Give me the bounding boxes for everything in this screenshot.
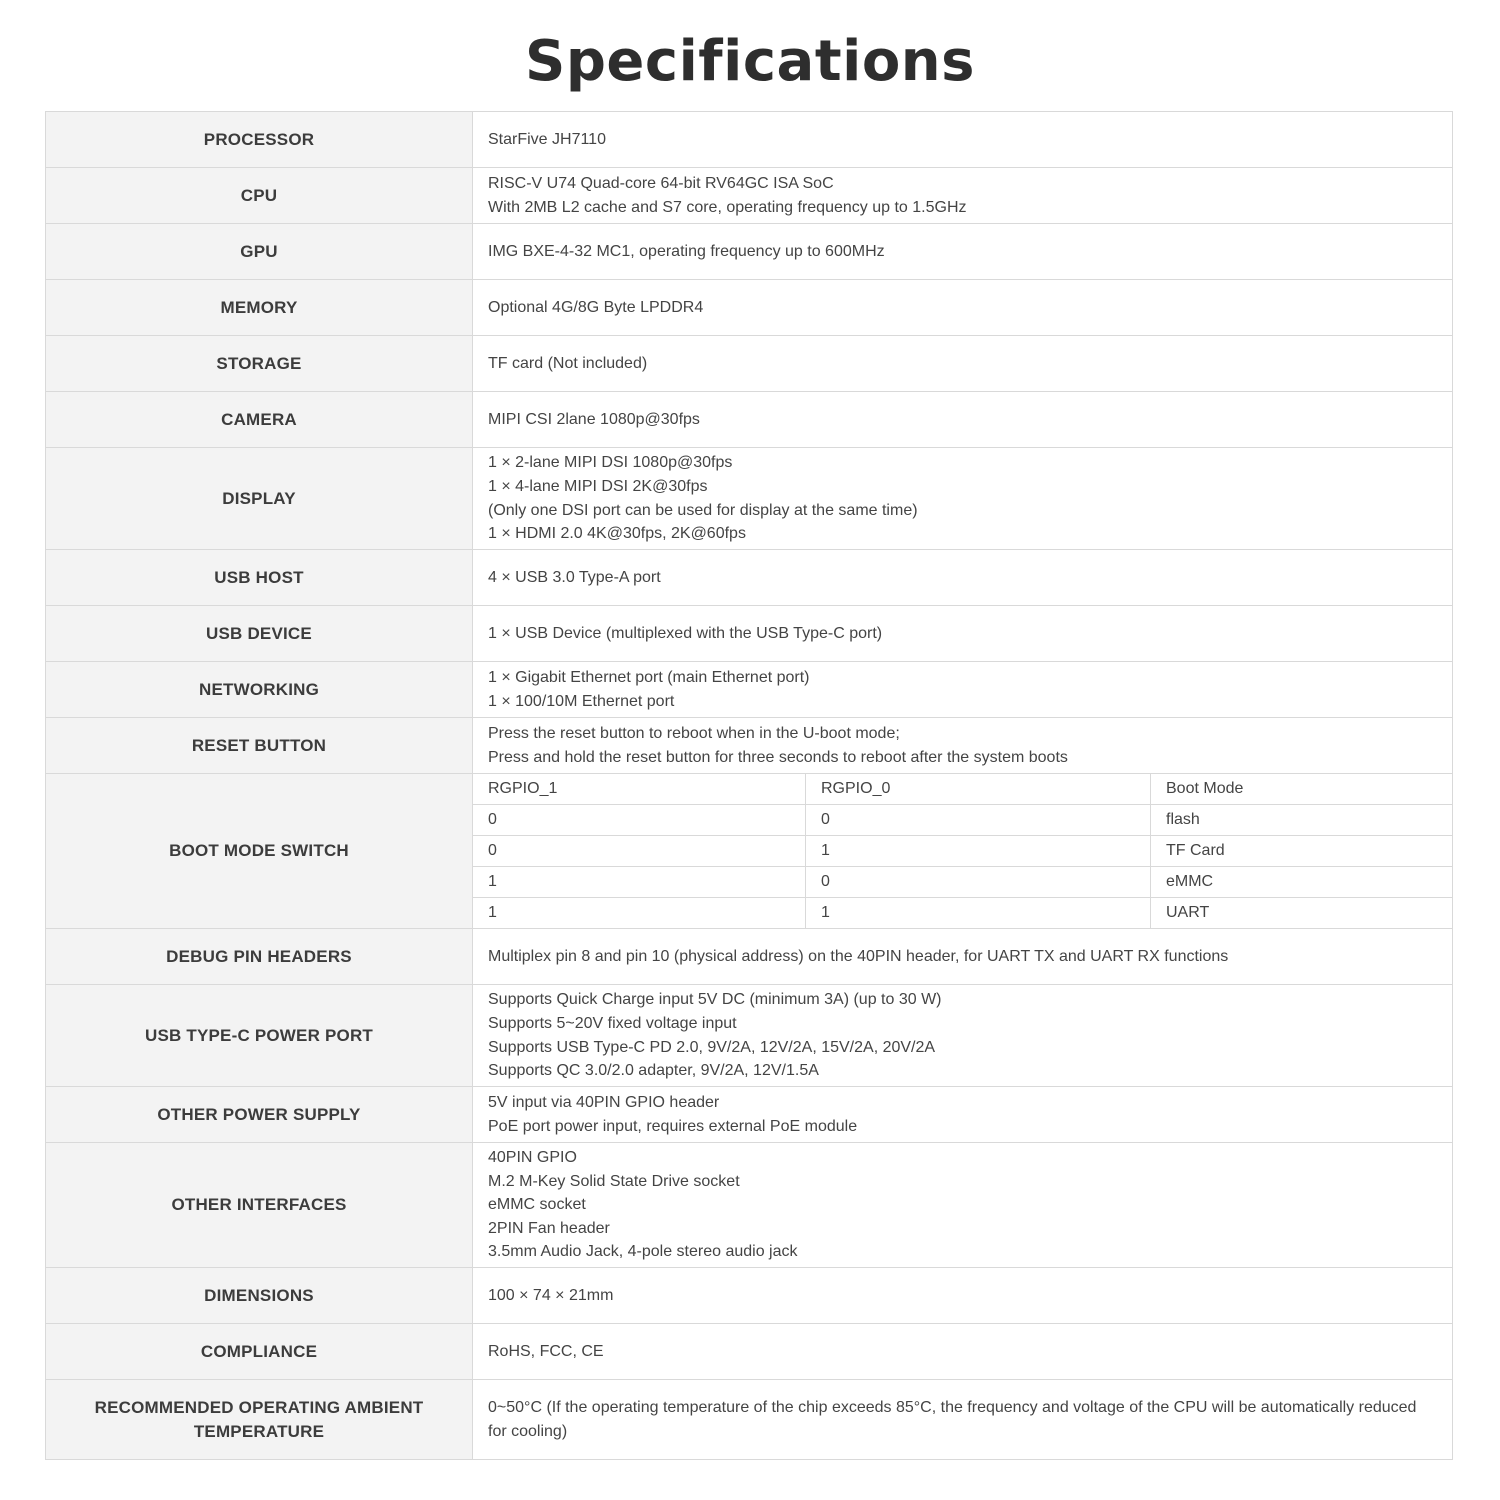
spec-value: [473, 336, 1453, 392]
spec-label-text: USB TYPE-C POWER PORT: [144, 1025, 374, 1045]
spec-value-line: TF card (Not included): [488, 354, 648, 372]
specifications-table: [45, 111, 1453, 1460]
spec-label: [46, 718, 473, 774]
spec-row-storage: [46, 336, 1453, 392]
boot-mode-row: [473, 836, 1452, 867]
spec-value: [473, 280, 1453, 336]
spec-label: [46, 550, 473, 606]
spec-label-text: CPU: [240, 185, 278, 205]
spec-value: [473, 662, 1453, 718]
spec-value-line: 1 × USB Device (multiplexed with the USB Type-C port): [488, 624, 883, 642]
boot-mode-cell: TF Card: [1151, 836, 1453, 867]
spec-value-line: Multiplex pin 8 and pin 10 (physical address) on the 40PIN header, for UART TX and UART RX functions: [488, 947, 1229, 965]
spec-value: [473, 718, 1453, 774]
spec-row-gpu: [46, 224, 1453, 280]
spec-label: [46, 606, 473, 662]
spec-value: [473, 1380, 1453, 1460]
spec-label-text: OTHER INTERFACES: [171, 1195, 347, 1214]
boot-mode-cell: 1: [806, 836, 1151, 867]
spec-value-line: 100 × 74 × 21mm: [488, 1286, 614, 1304]
spec-value-line: 0~50°C (If the operating temperature of the chip exceeds 85°C, the frequency and voltage of the CPU will be automatically reduced for cooling): [488, 1398, 1417, 1440]
spec-value-line: 1 × Gigabit Ethernet port (main Ethernet port): [488, 668, 810, 686]
spec-label-text: STORAGE: [216, 353, 302, 373]
spec-label: [46, 1380, 473, 1460]
spec-label: [46, 662, 473, 718]
spec-label-text: NETWORKING: [198, 679, 320, 699]
spec-label-text: COMPLIANCE: [200, 1341, 318, 1361]
spec-label-text: MEMORY: [220, 297, 298, 317]
spec-value-line: 40PIN GPIO: [488, 1149, 577, 1167]
spec-label: [46, 392, 473, 448]
spec-value-line: 1 × 2-lane MIPI DSI 1080p@30fps: [488, 454, 733, 472]
spec-row-camera: [46, 392, 1453, 448]
spec-row-compliance: [46, 1324, 1453, 1380]
spec-value-line: (Only one DSI port can be used for display at the same time): [488, 501, 918, 519]
spec-label-text: RESET BUTTON: [191, 735, 327, 755]
spec-label-text: BOOT MODE SWITCH: [169, 841, 349, 860]
boot-mode-header-cell: RGPIO_0: [806, 774, 1151, 805]
spec-row-dimensions: [46, 1268, 1453, 1324]
spec-label-text: RECOMMENDED OPERATING AMBIENT TEMPERATURE: [94, 1397, 424, 1441]
spec-value: [473, 112, 1453, 168]
spec-row-usb-type-c-power-port: [46, 985, 1453, 1087]
boot-mode-row: [473, 805, 1452, 836]
boot-mode-cell: eMMC: [1151, 867, 1453, 898]
spec-row-networking: [46, 662, 1453, 718]
spec-row-display: [46, 448, 1453, 550]
boot-mode-table: [473, 774, 1452, 928]
boot-mode-cell: 0: [473, 836, 806, 867]
boot-mode-cell: flash: [1151, 805, 1453, 836]
boot-mode-cell: 1: [473, 867, 806, 898]
spec-value-line: StarFive JH7110: [488, 130, 606, 148]
spec-value-line: 1 × 4-lane MIPI DSI 2K@30fps: [488, 477, 708, 495]
spec-value-line: 1 × HDMI 2.0 4K@30fps, 2K@60fps: [488, 525, 746, 543]
spec-value: [473, 929, 1453, 985]
spec-label-text: OTHER POWER SUPPLY: [157, 1104, 361, 1124]
spec-row-debug-pin-headers: [46, 929, 1453, 985]
spec-value: [473, 985, 1453, 1087]
boot-mode-cell: 1: [473, 898, 806, 929]
spec-value-line: With 2MB L2 cache and S7 core, operating frequency up to 1.5GHz: [488, 198, 967, 216]
spec-label-text: DIMENSIONS: [204, 1285, 314, 1305]
spec-value: [473, 550, 1453, 606]
spec-label-text: DEBUG PIN HEADERS: [166, 946, 352, 966]
spec-value: [473, 1087, 1453, 1143]
spec-value: [473, 168, 1453, 224]
boot-mode-table-cell: [473, 774, 1453, 929]
spec-row-processor: [46, 112, 1453, 168]
spec-label: [46, 1087, 473, 1143]
spec-label: [46, 168, 473, 224]
spec-row-usb-device: [46, 606, 1453, 662]
spec-row-boot-mode-switch: [46, 774, 1453, 929]
spec-label: [46, 448, 473, 550]
spec-value-line: 4 × USB 3.0 Type-A port: [488, 568, 661, 586]
spec-row-memory: [46, 280, 1453, 336]
spec-row-usb-host: [46, 550, 1453, 606]
spec-label: [46, 112, 473, 168]
spec-value-line: 5V input via 40PIN GPIO header: [488, 1093, 720, 1111]
spec-value-line: M.2 M-Key Solid State Drive socket: [488, 1172, 740, 1190]
boot-mode-row: [473, 867, 1452, 898]
spec-value: [473, 448, 1453, 550]
boot-mode-header-cell: RGPIO_1: [473, 774, 806, 805]
spec-value-line: eMMC socket: [488, 1196, 586, 1214]
spec-value-line: Supports 5~20V fixed voltage input: [488, 1014, 737, 1032]
boot-mode-row: [473, 898, 1452, 929]
spec-label: [46, 336, 473, 392]
spec-value-line: 3.5mm Audio Jack, 4-pole stereo audio jack: [488, 1243, 798, 1261]
spec-value-line: Press and hold the reset button for three seconds to reboot after the system boots: [488, 748, 1068, 766]
boot-mode-cell: 0: [473, 805, 806, 836]
boot-mode-cell: UART: [1151, 898, 1453, 929]
spec-value-line: MIPI CSI 2lane 1080p@30fps: [488, 410, 700, 428]
spec-label: [46, 774, 473, 929]
spec-label-text: PROCESSOR: [203, 129, 315, 149]
spec-label: [46, 1143, 473, 1268]
spec-label: [46, 1324, 473, 1380]
spec-label: [46, 280, 473, 336]
spec-label-text: USB HOST: [214, 567, 304, 587]
boot-mode-cell: 1: [806, 898, 1151, 929]
spec-label-text: GPU: [240, 241, 278, 261]
spec-label: [46, 224, 473, 280]
spec-row-reset-button: [46, 718, 1453, 774]
spec-row-cpu: [46, 168, 1453, 224]
boot-mode-cell: 0: [806, 867, 1151, 898]
spec-label: [46, 985, 473, 1087]
spec-label: [46, 929, 473, 985]
boot-mode-cell: 0: [806, 805, 1151, 836]
spec-value-line: 2PIN Fan header: [488, 1219, 610, 1237]
spec-row-other-interfaces: [46, 1143, 1453, 1268]
spec-label-text: DISPLAY: [222, 488, 296, 508]
boot-mode-header-cell: Boot Mode: [1151, 774, 1453, 805]
spec-value-line: RoHS, FCC, CE: [488, 1342, 604, 1360]
specifications-table-body: [46, 112, 1453, 1460]
spec-value-line: Optional 4G/8G Byte LPDDR4: [488, 298, 704, 316]
spec-value-line: Press the reset button to reboot when in the U-boot mode;: [488, 724, 900, 742]
page-title: Specifications: [525, 29, 975, 94]
spec-value-line: RISC-V U74 Quad-core 64-bit RV64GC ISA SoC: [488, 174, 834, 192]
spec-value-line: Supports Quick Charge input 5V DC (minimum 3A) (up to 30 W): [488, 991, 942, 1009]
spec-value-line: Supports QC 3.0/2.0 adapter, 9V/2A, 12V/1.5A: [488, 1062, 819, 1080]
spec-value-line: 1 × 100/10M Ethernet port: [488, 692, 675, 710]
spec-value: [473, 392, 1453, 448]
spec-value-line: Supports USB Type-C PD 2.0, 9V/2A, 12V/2A, 15V/2A, 20V/2A: [488, 1038, 936, 1056]
spec-value: [473, 224, 1453, 280]
boot-mode-header-row: [473, 774, 1452, 805]
spec-label: [46, 1268, 473, 1324]
spec-row-recommended-operating-ambient-temperature: [46, 1380, 1453, 1460]
spec-value: [473, 606, 1453, 662]
spec-value: [473, 1143, 1453, 1268]
spec-value-line: PoE port power input, requires external PoE module: [488, 1117, 858, 1135]
spec-value-line: IMG BXE-4-32 MC1, operating frequency up to 600MHz: [488, 242, 885, 260]
spec-value: [473, 1324, 1453, 1380]
spec-value: [473, 1268, 1453, 1324]
spec-row-other-power-supply: [46, 1087, 1453, 1143]
spec-label-text: CAMERA: [221, 409, 297, 429]
spec-label-text: USB DEVICE: [206, 623, 312, 643]
